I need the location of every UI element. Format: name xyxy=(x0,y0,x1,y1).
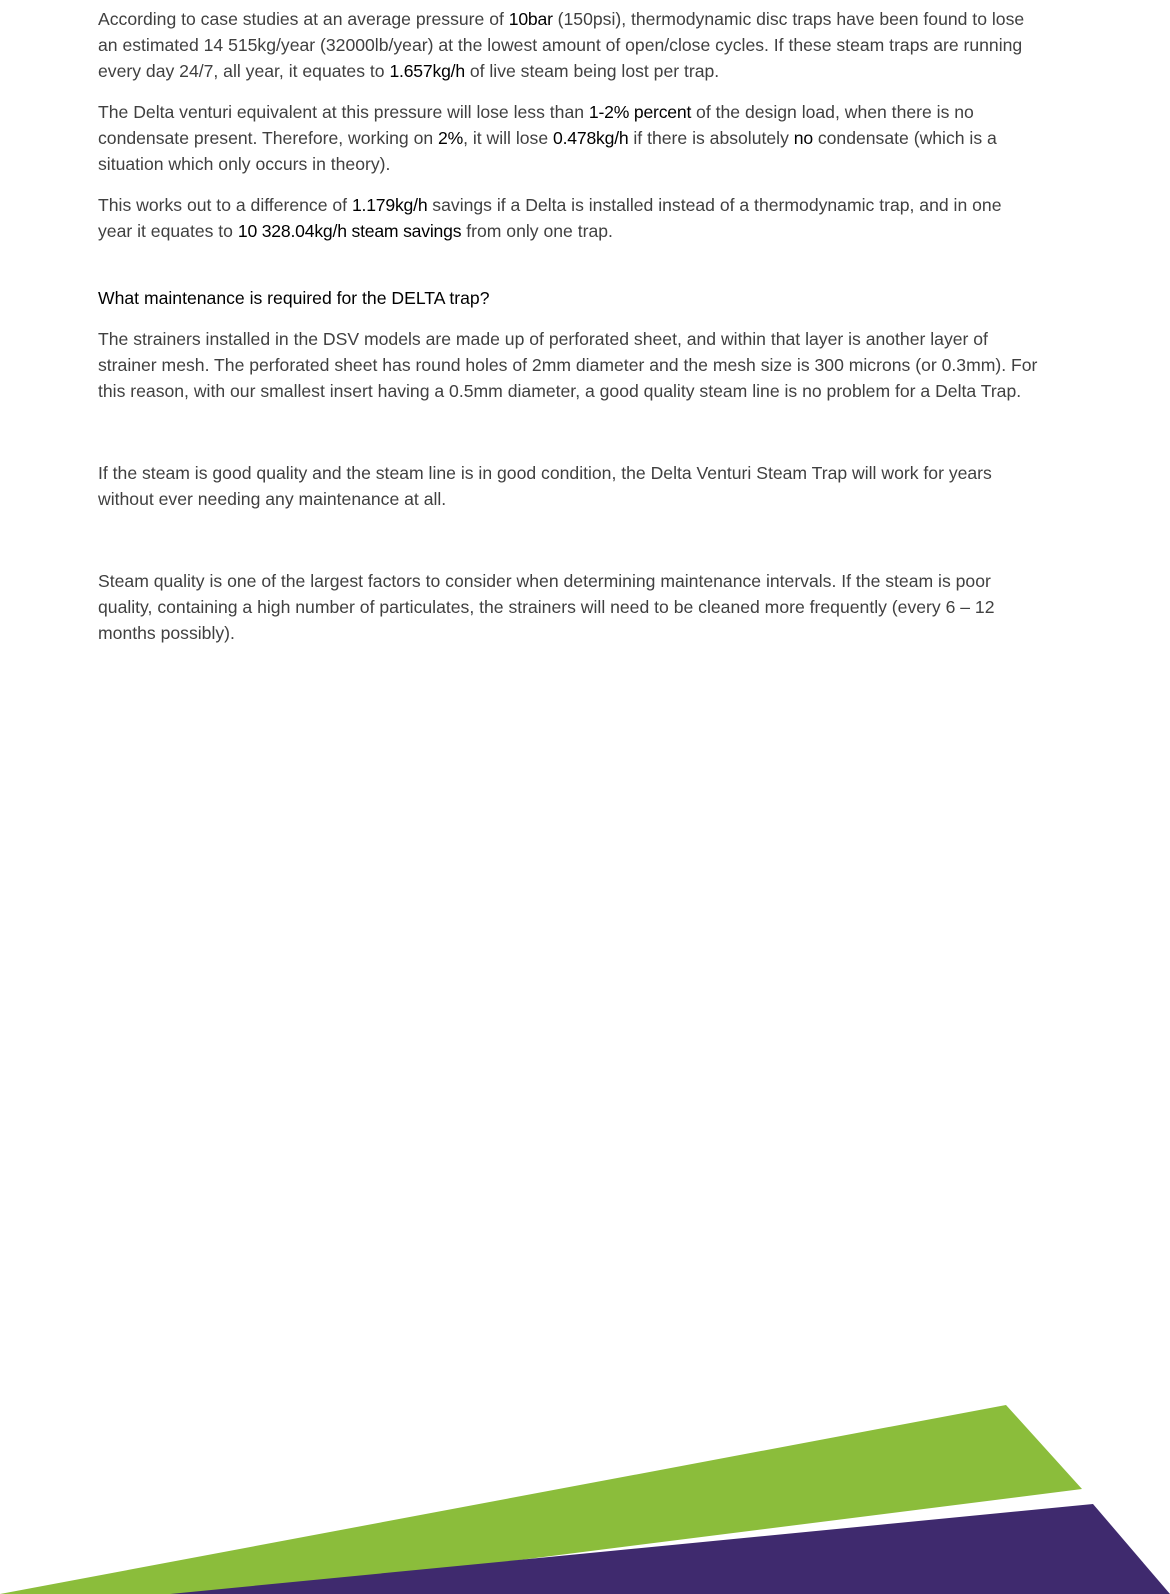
emphasis-difference: 1.179kg/h xyxy=(351,195,428,215)
paragraph-delta-losses xyxy=(98,99,1038,177)
text-run: of live steam being lost per trap. xyxy=(464,61,720,81)
text-run: if there is absolutely xyxy=(628,128,794,148)
text-run: According to case studies at an average pressure of xyxy=(98,9,509,29)
text-run: of the design load, when there is no condensate present. Therefore, working on xyxy=(98,102,974,148)
green-footer-band xyxy=(0,1405,1082,1594)
paragraph-good-steam: If the steam is good quality and the steam line is in good condition, the Delta Venturi Steam Trap will work for years without ever needing any maintenance at all. xyxy=(98,463,992,509)
emphasis-loss-rate: 1.657kg/h xyxy=(389,61,465,81)
emphasis-no: no xyxy=(793,128,813,148)
paragraph-strainers: The strainers installed in the DSV models are made up of perforated sheet, and within that layer is another layer of strainer mesh. The perforated sheet has round holes of 2mm diameter and the mesh size is 300 microns (or 0.3mm). For this reason, with our smallest insert having a 0.5mm diameter, a good quality steam line is no problem for a Delta Trap. xyxy=(98,329,1038,401)
purple-footer-band xyxy=(170,1504,1170,1594)
emphasis-pressure: 10bar xyxy=(508,9,553,29)
text-run: savings if a Delta is installed instead of a thermodynamic trap, and in one year it equates to xyxy=(98,195,1002,241)
text-run: This works out to a difference of xyxy=(98,195,352,215)
emphasis-annual-savings: 10 328.04kg/h steam savings xyxy=(237,221,462,241)
text-run: from only one trap. xyxy=(461,221,613,241)
paragraph-disc-trap-losses xyxy=(98,6,1038,84)
paragraph-steam-quality: Steam quality is one of the largest factors to consider when determining maintenance intervals. If the steam is poor quality, containing a high number of particulates, the strainers will need to be cleaned more frequently (every 6 – 12 months possibly). xyxy=(98,571,995,643)
text-run: The Delta venturi equivalent at this pressure will lose less than xyxy=(98,102,589,122)
text-run: (150psi), thermodynamic disc traps have been found to lose an estimated 14 515kg/year (32000lb/year) at the lowest amount of open/close cycles. If these steam traps are running every day 24/7, all year, it equates to xyxy=(98,9,1025,81)
section-heading: What maintenance is required for the DELTA trap? xyxy=(98,288,490,308)
paragraph-savings xyxy=(98,192,1038,244)
emphasis-delta-rate: 0.478kg/h xyxy=(553,128,629,148)
emphasis-percent: 1-2% percent xyxy=(588,102,692,122)
emphasis-two-percent: 2% xyxy=(438,128,464,148)
text-run: , it will lose xyxy=(463,128,554,148)
text-run: condensate (which is a situation which only occurs in theory). xyxy=(98,128,997,174)
document-body xyxy=(98,6,1038,661)
